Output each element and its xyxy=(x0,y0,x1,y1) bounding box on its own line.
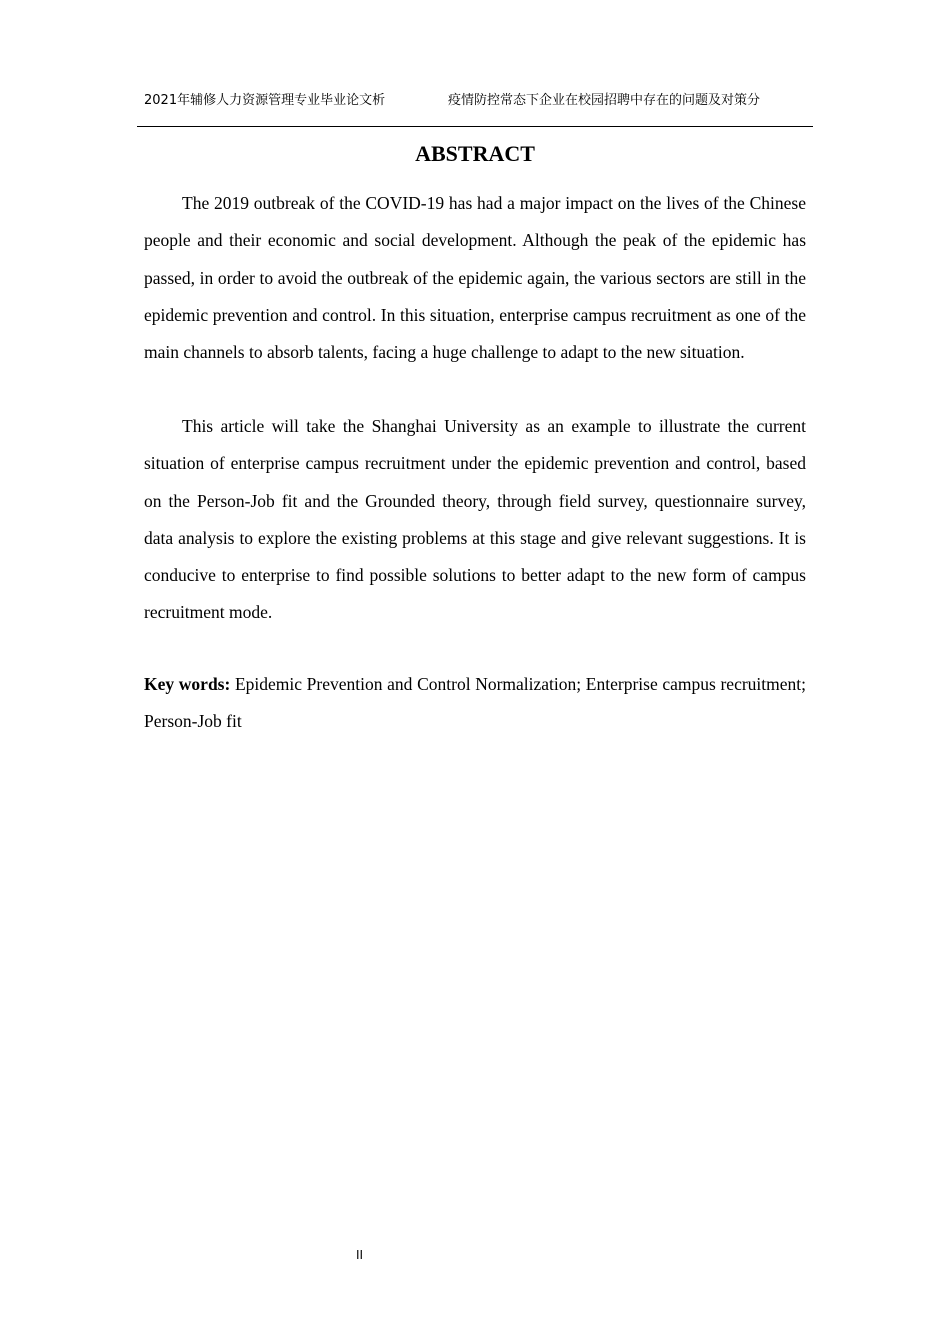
page-number: II xyxy=(356,1248,364,1262)
keywords-text: Epidemic Prevention and Control Normalization; Enterprise campus recruitment; Person-Job fit xyxy=(144,674,806,732)
keywords-block xyxy=(144,666,806,741)
paragraph-text: This article will take the Shanghai University as an example to illustrate the current situation of enterprise campus recruitment under the epidemic prevention and control, based on the Person-Job fit and the Grounded theory, through field survey, questionnaire survey, data analysis to explore the existing problems at this stage and give relevant suggestions. It is conducive to enterprise to find possible solutions to better adapt to the new form of campus recruitment mode. xyxy=(144,416,806,623)
header-left-text: 2021年辅修人力资源管理专业毕业论文析 xyxy=(144,93,386,108)
running-header xyxy=(137,92,813,127)
keywords-label: Key words: xyxy=(144,674,231,694)
abstract-title: ABSTRACT xyxy=(415,141,535,166)
abstract-paragraph-2 xyxy=(144,408,806,632)
header-right-text: 疫情防控常态下企业在校园招聘中存在的问题及对策分 xyxy=(448,93,761,108)
abstract-paragraph-1 xyxy=(144,185,806,371)
paragraph-text: The 2019 outbreak of the COVID-19 has had a major impact on the lives of the Chinese people and their economic and social development. Although the peak of the epidemic has passed, in order to avoid the outbreak of the epidemic again, the various sectors are still in the epidemic prevention and control. In this situation, enterprise campus recruitment as one of the main channels to absorb talents, facing a huge challenge to adapt to the new situation. xyxy=(144,193,806,363)
